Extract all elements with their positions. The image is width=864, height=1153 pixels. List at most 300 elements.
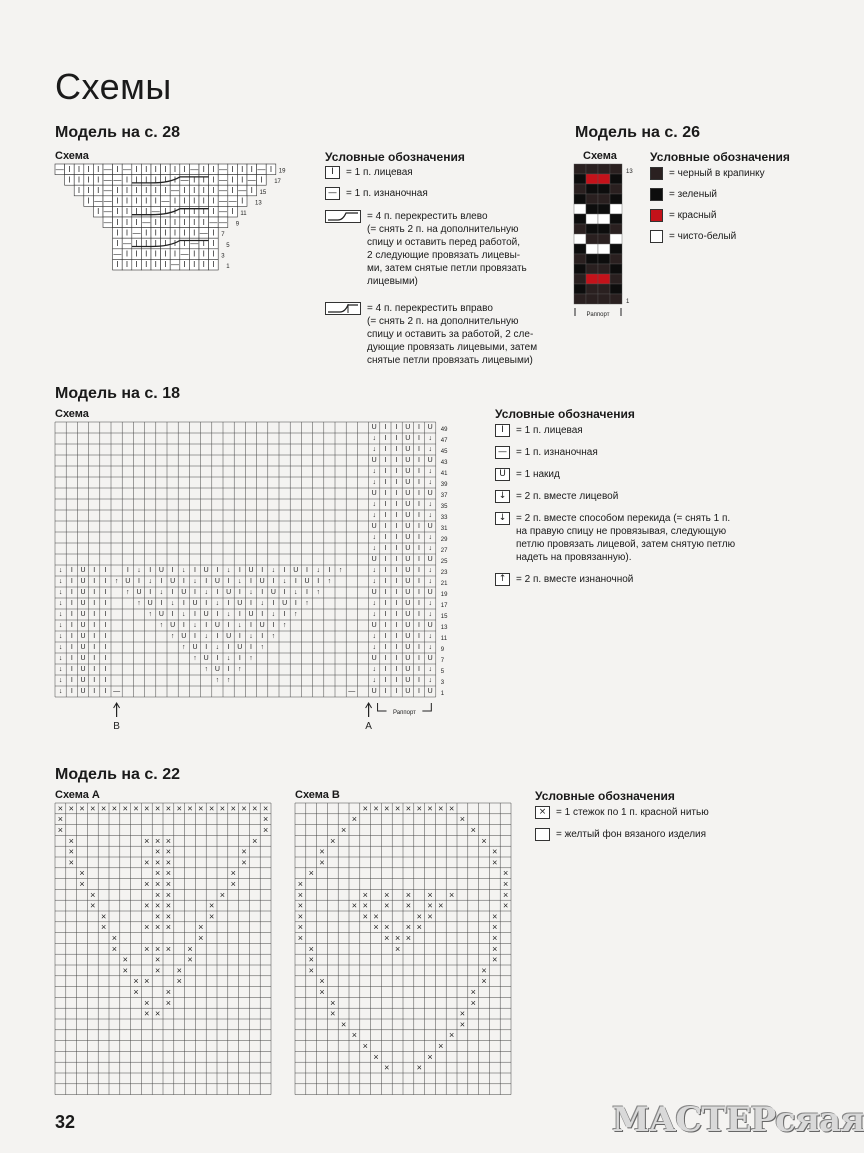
stitch-symbol: ↓ — [428, 479, 432, 486]
stitch-symbol: × — [459, 1008, 466, 1019]
stitch-symbol: I — [87, 175, 90, 185]
stitch-symbol: × — [144, 857, 150, 868]
stitch-symbol: × — [90, 889, 96, 900]
stitch-symbol: I — [182, 622, 185, 629]
stitch-symbol: U — [80, 666, 86, 673]
stitch-symbol: I — [212, 260, 215, 270]
stitch-symbol: I — [160, 578, 163, 585]
stitch-symbol: × — [297, 933, 304, 943]
stitch-symbol: ↓ — [58, 677, 63, 684]
stitch-symbol: × — [340, 1019, 347, 1030]
stitch-symbol: × — [187, 943, 193, 954]
model18-schema-label: Схема — [55, 408, 89, 420]
stitch-symbol: × — [416, 803, 422, 814]
stitch-symbol: I — [70, 666, 73, 673]
stitch-symbol: I — [418, 556, 420, 563]
stitch-symbol: I — [216, 655, 219, 662]
color-cell — [574, 284, 586, 294]
stitch-symbol: ↓ — [58, 644, 63, 651]
stitch-symbol: I — [418, 633, 420, 640]
stitch-symbol: × — [438, 803, 444, 814]
stitch-symbol: × — [492, 911, 498, 922]
rapport-bracket — [378, 703, 387, 711]
stitch-symbol: ↓ — [428, 468, 432, 475]
stitch-symbol: I — [164, 249, 167, 259]
stitch-symbol: ↓ — [372, 600, 376, 607]
stitch-symbol: I — [125, 207, 129, 217]
row-number: 9 — [235, 221, 240, 228]
stitch-symbol: × — [492, 954, 498, 965]
stitch-symbol: I — [70, 644, 73, 651]
stitch-symbol: U — [80, 611, 86, 618]
stitch-symbol: ↑ — [215, 677, 220, 684]
stitch-symbol: I — [125, 228, 129, 238]
stitch-symbol: ↓ — [182, 611, 186, 618]
stitch-symbol: U — [405, 578, 411, 585]
model22-legend-title: Условные обозначения — [535, 789, 675, 803]
color-cell — [574, 174, 586, 184]
stitch-symbol: ↓ — [372, 611, 376, 618]
stitch-symbol: × — [154, 900, 161, 911]
stitch-symbol: U — [80, 589, 86, 596]
stitch-symbol: I — [93, 622, 96, 629]
stitch-symbol: I — [384, 424, 387, 431]
stitch-symbol: × — [362, 889, 368, 900]
row-number: 11 — [440, 636, 448, 642]
stitch-symbol: I — [104, 600, 107, 607]
row-number: 13 — [255, 200, 262, 207]
stitch-symbol: × — [427, 911, 433, 922]
stitch-symbol: ↑ — [148, 611, 152, 618]
stitch-symbol: I — [306, 589, 308, 596]
row-number: 39 — [440, 482, 448, 488]
stitch-symbol: I — [154, 196, 157, 206]
stitch-symbol: × — [154, 857, 161, 868]
stitch-symbol: I — [205, 578, 208, 585]
stitch-symbol: ↓ — [148, 578, 152, 585]
stitch-symbol: — — [151, 207, 160, 217]
stitch-symbol: I — [183, 260, 186, 270]
stitch-symbol: I — [126, 567, 129, 574]
stitch-symbol: I — [116, 196, 119, 206]
stitch-symbol: I — [182, 600, 185, 607]
stitch-symbol: — — [219, 175, 227, 185]
stitch-symbol: ↑ — [316, 589, 320, 596]
stitch-symbol: × — [176, 976, 182, 987]
stitch-symbol: ↓ — [372, 578, 376, 585]
stitch-symbol: I — [418, 435, 420, 442]
stitch-symbol: × — [79, 879, 85, 889]
color-cell — [610, 264, 622, 274]
model28-legend-item — [325, 210, 565, 288]
stitch-symbol: I — [93, 633, 96, 640]
row-number: 43 — [440, 460, 448, 466]
color-cell — [586, 224, 598, 234]
stitch-symbol: × — [394, 803, 401, 814]
color-cell — [598, 214, 610, 224]
stitch-symbol: I — [384, 435, 387, 442]
stitch-symbol: × — [144, 922, 150, 933]
color-cell — [586, 264, 598, 274]
stitch-symbol: × — [68, 846, 74, 857]
page-number: 32 — [55, 1112, 76, 1132]
stitch-symbol: U — [405, 435, 411, 442]
stitch-symbol: ↓ — [282, 578, 287, 585]
stitch-symbol: × — [384, 922, 390, 933]
stitch-symbol: I — [194, 611, 196, 618]
stitch-symbol: I — [87, 196, 90, 206]
stitch-symbol: × — [154, 868, 161, 879]
row-number: 5 — [440, 669, 445, 675]
row-number: 15 — [440, 614, 448, 620]
color-cell — [586, 214, 598, 224]
row-number: 19 — [440, 592, 448, 598]
stitch-symbol: I — [269, 164, 273, 174]
stitch-symbol: I — [135, 175, 138, 185]
stitch-symbol: I — [173, 196, 177, 206]
stitch-symbol: × — [219, 803, 226, 814]
stitch-symbol: U — [226, 633, 232, 640]
stitch-symbol: U — [282, 600, 288, 607]
stitch-symbol: ↓ — [428, 512, 432, 519]
stitch-symbol: I — [93, 578, 96, 585]
row-number: 27 — [440, 548, 448, 554]
stitch-symbol: I — [418, 578, 420, 585]
stitch-symbol: U — [192, 644, 198, 651]
stitch-symbol: I — [116, 186, 119, 195]
stitch-symbol: × — [144, 1008, 150, 1019]
stitch-symbol: I — [202, 196, 205, 206]
stitch-symbol: I — [135, 164, 138, 174]
stitch-symbol: I — [145, 175, 148, 185]
stitch-symbol: I — [231, 207, 234, 217]
stitch-symbol: × — [198, 803, 204, 814]
stitch-symbol: I — [384, 556, 387, 563]
stitch-symbol: × — [448, 1030, 455, 1041]
legend-text: = 1 п. изнаночная — [346, 188, 428, 199]
stitch-symbol: × — [330, 835, 336, 846]
color-cell — [586, 194, 598, 204]
model18-legend — [495, 424, 785, 586]
stitch-symbol: I — [202, 217, 205, 227]
stitch-symbol: × — [165, 868, 172, 879]
skpo-icon: ↓ — [495, 512, 510, 525]
stitch-symbol: × — [165, 835, 172, 846]
color-cell — [610, 164, 622, 174]
stitch-symbol: ↓ — [271, 611, 276, 618]
stitch-symbol: I — [135, 217, 138, 227]
stitch-symbol: I — [87, 186, 90, 195]
stitch-symbol: × — [297, 889, 304, 900]
color-cell — [574, 164, 586, 174]
stitch-symbol: — — [180, 249, 189, 259]
stitch-symbol: ↑ — [193, 655, 197, 662]
model26-legend-item — [650, 209, 800, 222]
stitch-symbol: I — [272, 600, 275, 607]
row-number: 7 — [440, 658, 445, 664]
color-cell — [610, 224, 622, 234]
stitch-symbol: — — [171, 260, 179, 270]
stitch-symbol: U — [427, 424, 433, 431]
stitch-symbol: × — [492, 943, 498, 954]
stitch-symbol: × — [448, 803, 455, 814]
stitch-symbol: × — [176, 965, 182, 976]
stitch-symbol: I — [294, 578, 297, 585]
stitch-symbol: U — [405, 567, 411, 574]
stitch-symbol: U — [427, 457, 433, 464]
legend-text: = зеленый — [669, 189, 718, 200]
stitch-symbol: × — [384, 933, 390, 943]
stitch-symbol: I — [227, 644, 230, 651]
stitch-symbol: ↓ — [137, 567, 141, 574]
row-number: 1 — [440, 691, 445, 697]
stitch-symbol: I — [418, 490, 420, 497]
stitch-symbol: I — [418, 523, 420, 530]
stitch-symbol: ↓ — [372, 512, 376, 519]
model18-legend-item — [495, 468, 785, 481]
color-cell — [598, 194, 610, 204]
stitch-symbol: I — [116, 239, 119, 248]
row-number: 3 — [440, 680, 445, 686]
stitch-symbol: ↓ — [372, 567, 376, 574]
stitch-symbol: × — [198, 922, 204, 933]
stitch-symbol: I — [70, 688, 73, 695]
stitch-symbol: I — [183, 217, 186, 227]
stitch-symbol: × — [208, 803, 215, 814]
stitch-symbol: I — [164, 186, 167, 195]
stitch-symbol: U — [80, 622, 86, 629]
stitch-symbol: I — [70, 567, 73, 574]
stitch-symbol: I — [154, 175, 157, 185]
stitch-symbol: — — [103, 207, 112, 217]
stitch-symbol: — — [219, 217, 227, 227]
row-number: 1 — [226, 264, 230, 270]
stitch-symbol: ↓ — [182, 567, 186, 574]
stitch-symbol: I — [135, 186, 138, 195]
stitch-symbol: I — [145, 207, 148, 217]
stitch-symbol: I — [231, 186, 234, 195]
stitch-symbol: U — [259, 578, 265, 585]
stitch-symbol: × — [319, 846, 325, 857]
stitch-symbol: U — [203, 655, 209, 662]
purl-symbol-icon: — — [325, 187, 340, 200]
model18-legend-item — [495, 424, 785, 437]
stitch-symbol: U — [427, 556, 433, 563]
stitch-symbol: I — [70, 589, 73, 596]
row-number: 1 — [626, 299, 630, 305]
stitch-symbol: I — [173, 249, 177, 259]
stitch-symbol: I — [116, 207, 119, 217]
stitch-symbol: × — [144, 879, 150, 889]
stitch-symbol: — — [190, 239, 199, 248]
stitch-symbol: ↑ — [249, 655, 253, 662]
stitch-symbol: I — [125, 175, 129, 185]
stitch-symbol: I — [154, 164, 157, 174]
stitch-symbol: ↓ — [428, 578, 432, 585]
stitch-symbol: I — [418, 457, 420, 464]
stitch-symbol: I — [70, 578, 73, 585]
color-swatch — [650, 209, 663, 222]
stitch-symbol: I — [183, 239, 186, 248]
cross-right-icon — [325, 302, 361, 315]
stitch-symbol: U — [405, 468, 411, 475]
row-number: 13 — [626, 169, 633, 175]
stitch-symbol: I — [145, 186, 148, 195]
stitch-symbol: U — [427, 490, 433, 497]
stitch-symbol: I — [418, 600, 420, 607]
stitch-symbol: I — [250, 600, 252, 607]
stitch-symbol: U — [405, 479, 411, 486]
stitch-symbol: I — [238, 611, 241, 618]
stitch-symbol: I — [384, 534, 387, 541]
stitch-symbol: U — [226, 589, 232, 596]
stitch-symbol: I — [395, 666, 398, 673]
model28-schema-label: Схема — [55, 150, 89, 162]
stitch-symbol: I — [164, 207, 167, 217]
stitch-symbol: ↑ — [159, 622, 164, 629]
stitch-symbol: I — [97, 186, 100, 195]
stitch-symbol: I — [193, 249, 196, 259]
stitch-symbol: I — [418, 589, 420, 596]
stitch-symbol: ↓ — [372, 633, 376, 640]
stitch-symbol: ↓ — [193, 578, 197, 585]
stitch-symbol: ↑ — [226, 677, 231, 684]
stitch-symbol: ↓ — [372, 666, 376, 673]
stitch-symbol: I — [202, 175, 205, 185]
stitch-symbol: I — [227, 600, 230, 607]
stitch-symbol: × — [100, 911, 107, 922]
stitch-symbol: ↓ — [428, 677, 432, 684]
stitch-symbol: ↓ — [428, 534, 432, 541]
knit-symbol-icon: I — [495, 424, 510, 437]
color-cell — [574, 244, 586, 254]
stitch-symbol: × — [219, 889, 226, 900]
color-cell — [574, 254, 586, 264]
stitch-symbol: I — [68, 175, 71, 185]
color-cell — [610, 254, 622, 264]
stitch-symbol: I — [418, 622, 420, 629]
color-cell — [574, 194, 586, 204]
stitch-symbol: × — [111, 943, 118, 954]
stitch-symbol: I — [194, 567, 196, 574]
stitch-symbol: × — [144, 900, 150, 911]
stitch-symbol: U — [80, 644, 86, 651]
legend-text: = 1 накид — [516, 469, 560, 480]
stitch-symbol: ↓ — [58, 567, 63, 574]
stitch-symbol: I — [194, 589, 196, 596]
stitch-symbol: I — [97, 164, 100, 174]
stitch-symbol: I — [149, 589, 152, 596]
stitch-symbol: ↓ — [215, 644, 220, 651]
stitch-symbol: × — [133, 987, 139, 997]
color-cell — [574, 274, 586, 284]
stitch-symbol: I — [395, 677, 398, 684]
p2tog-icon: ↑ — [495, 573, 510, 586]
stitch-symbol: I — [212, 164, 215, 174]
stitch-symbol: I — [183, 186, 186, 195]
stitch-symbol: I — [418, 644, 420, 651]
stitch-symbol: U — [158, 611, 164, 618]
stitch-symbol: — — [103, 175, 112, 185]
stitch-symbol: I — [104, 666, 107, 673]
stitch-symbol: I — [384, 457, 387, 464]
stitch-symbol: I — [395, 457, 398, 464]
stitch-symbol: I — [183, 196, 186, 206]
stitch-symbol: × — [165, 987, 172, 997]
stitch-symbol: × — [241, 803, 247, 814]
stitch-symbol: I — [384, 545, 387, 552]
row-number: 41 — [440, 471, 448, 477]
stitch-symbol: I — [104, 688, 107, 695]
stitch-symbol: I — [87, 164, 90, 174]
stitch-symbol: × — [176, 803, 182, 814]
stitch-symbol: ↑ — [305, 600, 309, 607]
stitch-symbol: I — [154, 239, 157, 248]
stitch-symbol: U — [80, 655, 86, 662]
stitch-symbol: U — [427, 622, 433, 629]
stitch-symbol: I — [116, 164, 119, 174]
stitch-symbol: ↓ — [271, 567, 276, 574]
stitch-symbol: I — [395, 435, 398, 442]
stitch-symbol: U — [405, 644, 411, 651]
row-number: 23 — [440, 570, 448, 576]
stitch-symbol: I — [306, 567, 308, 574]
stitch-symbol: ↓ — [372, 644, 376, 651]
stitch-symbol: I — [418, 468, 420, 475]
stitch-symbol: × — [384, 889, 390, 900]
stitch-symbol: × — [308, 965, 314, 976]
stitch-symbol: × — [427, 803, 433, 814]
stitch-symbol: × — [373, 1051, 379, 1062]
model26-legend-item — [650, 230, 800, 243]
legend-text: = 1 п. лицевая — [346, 167, 413, 178]
stitch-symbol: I — [216, 589, 219, 596]
stitch-symbol: × — [154, 879, 161, 889]
stitch-symbol: × — [154, 911, 161, 922]
row-number: 3 — [221, 253, 225, 260]
stitch-symbol: I — [418, 655, 420, 662]
stitch-symbol: I — [125, 186, 129, 195]
row-number: 25 — [440, 559, 448, 565]
model28-legend-item — [325, 166, 565, 179]
stitch-symbol: × — [165, 943, 172, 954]
stitch-symbol: I — [418, 545, 420, 552]
stitch-symbol: × — [165, 803, 172, 814]
row-number: 31 — [440, 526, 448, 532]
stitch-symbol: ↓ — [58, 633, 63, 640]
stitch-symbol: I — [238, 633, 241, 640]
stitch-symbol: ↓ — [58, 688, 63, 695]
model22-legend-item — [535, 828, 785, 841]
stitch-symbol: I — [173, 164, 177, 174]
stitch-symbol: U — [237, 600, 243, 607]
stitch-symbol: ↓ — [428, 567, 432, 574]
stitch-symbol: U — [203, 611, 209, 618]
stitch-symbol: × — [165, 997, 172, 1008]
stitch-symbol: I — [116, 217, 119, 227]
legend-text: = желтый фон вязаного изделия — [556, 829, 707, 840]
color-swatch — [650, 167, 663, 180]
stitch-symbol: ↓ — [294, 589, 298, 596]
stitch-symbol: U — [214, 578, 220, 585]
row-number: 21 — [440, 581, 448, 587]
stitch-symbol: U — [248, 567, 254, 574]
stitch-symbol: × — [373, 803, 379, 814]
stitch-symbol: ↑ — [114, 578, 119, 585]
stitch-symbol: I — [384, 644, 387, 651]
model18-legend-item — [495, 573, 785, 586]
model26-legend-title: Условные обозначения — [650, 150, 790, 164]
